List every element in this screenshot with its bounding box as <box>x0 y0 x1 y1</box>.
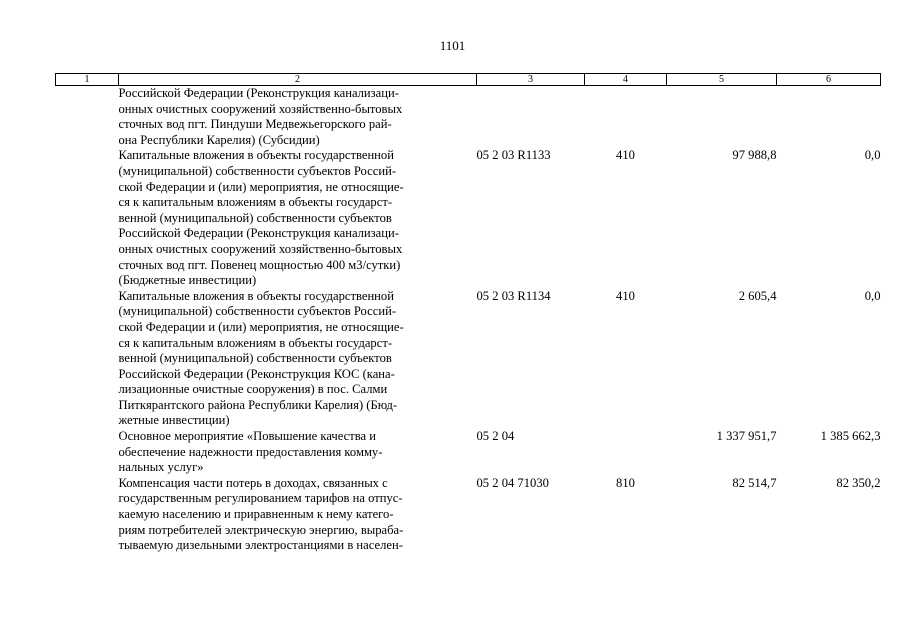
expense-type-cell <box>585 429 667 476</box>
amount-col5-cell <box>667 86 777 149</box>
table-row <box>56 86 881 149</box>
column-number-row <box>56 74 881 86</box>
description-text: Компенсация части потерь в доходах, связанных с государственным регулированием тарифов на отпус- каемую населению и приравненным к нему катего- риям потребителей электрическую энергию, выраба- тываемую дизельными электростанциями в населен- <box>118 475 404 553</box>
row-number-cell <box>56 429 119 476</box>
description-text: Капитальные вложения в объекты государственной (муниципальной) собственности субъектов Россий- ской Федерации и (или) мероприятия, не относящие- ся к капитальным вложениям в объекты государст- венной (муниципальной) собственности субъектов Российской Федерации (Реконструкция КОС (кана- лизационные очистные сооружения) в пос. Салми Питкярантского района Республики Карелия) (Бюд- жетные инвестиции) <box>118 288 404 428</box>
row-number-cell <box>56 148 119 288</box>
amount-col5-cell: 2 605,4 <box>738 288 777 303</box>
budget-table <box>55 73 881 554</box>
description-cell <box>119 86 477 149</box>
amount-col5-cell: 1 337 951,7 <box>716 429 777 444</box>
expense-type-cell: 410 <box>616 288 635 303</box>
classification-code-cell: 05 2 03 R1133 <box>476 148 551 163</box>
table-row <box>56 429 881 476</box>
description-text: Капитальные вложения в объекты государственной (муниципальной) собственности субъектов Россий- ской Федерации и (или) мероприятия, не относящие- ся к капитальным вложениям в объекты государст- венной (муниципальной) собственности субъектов Российской Федерации (Реконструкция канализаци- онных очистных сооружений хозяйственно-бытовых сточных вод пгт. Повенец мощностью 400 м3/сутки) (Бюджетные инвестиции) <box>118 148 404 288</box>
expense-type-cell <box>585 86 667 149</box>
description-cell <box>119 148 477 288</box>
table-row <box>56 289 881 429</box>
page-number: 1101 <box>439 38 466 53</box>
description-text: Основное мероприятие «Повышение качества и обеспечение надежности предоставления комму- нальных услуг» <box>118 429 383 475</box>
amount-col6-cell: 0,0 <box>864 288 881 303</box>
classification-code-cell: 05 2 04 <box>476 429 515 444</box>
classification-code-cell: 05 2 04 71030 <box>476 475 549 490</box>
table-row <box>56 476 881 554</box>
amount-col6-cell <box>777 86 881 149</box>
column-header-3: 3 <box>477 74 585 86</box>
description-text: Российской Федерации (Реконструкция канализаци- онных очистных сооружений хозяйственно-бытовых сточных вод пгт. Пиндуши Медвежьегорского рай- она Республики Карелия) (Субсидии) <box>118 86 403 147</box>
expense-type-cell: 810 <box>616 475 635 490</box>
amount-col5-cell: 82 514,7 <box>732 475 777 490</box>
expense-type-cell: 410 <box>616 148 635 163</box>
classification-code-cell <box>477 86 585 149</box>
row-number-cell <box>56 289 119 429</box>
classification-code-cell: 05 2 03 R1134 <box>476 288 551 303</box>
table-row <box>56 148 881 288</box>
column-header-6: 6 <box>777 74 881 86</box>
row-number-cell <box>56 86 119 149</box>
amount-col5-cell: 97 988,8 <box>732 148 777 163</box>
amount-col6-cell: 1 385 662,3 <box>820 429 881 444</box>
description-cell <box>119 289 477 429</box>
description-cell <box>119 476 477 554</box>
column-header-2: 2 <box>119 74 477 86</box>
column-header-4: 4 <box>585 74 667 86</box>
amount-col6-cell: 0,0 <box>864 148 881 163</box>
column-header-1: 1 <box>56 74 119 86</box>
description-cell <box>119 429 477 476</box>
amount-col6-cell: 82 350,2 <box>836 475 881 490</box>
row-number-cell <box>56 476 119 554</box>
column-header-5: 5 <box>667 74 777 86</box>
